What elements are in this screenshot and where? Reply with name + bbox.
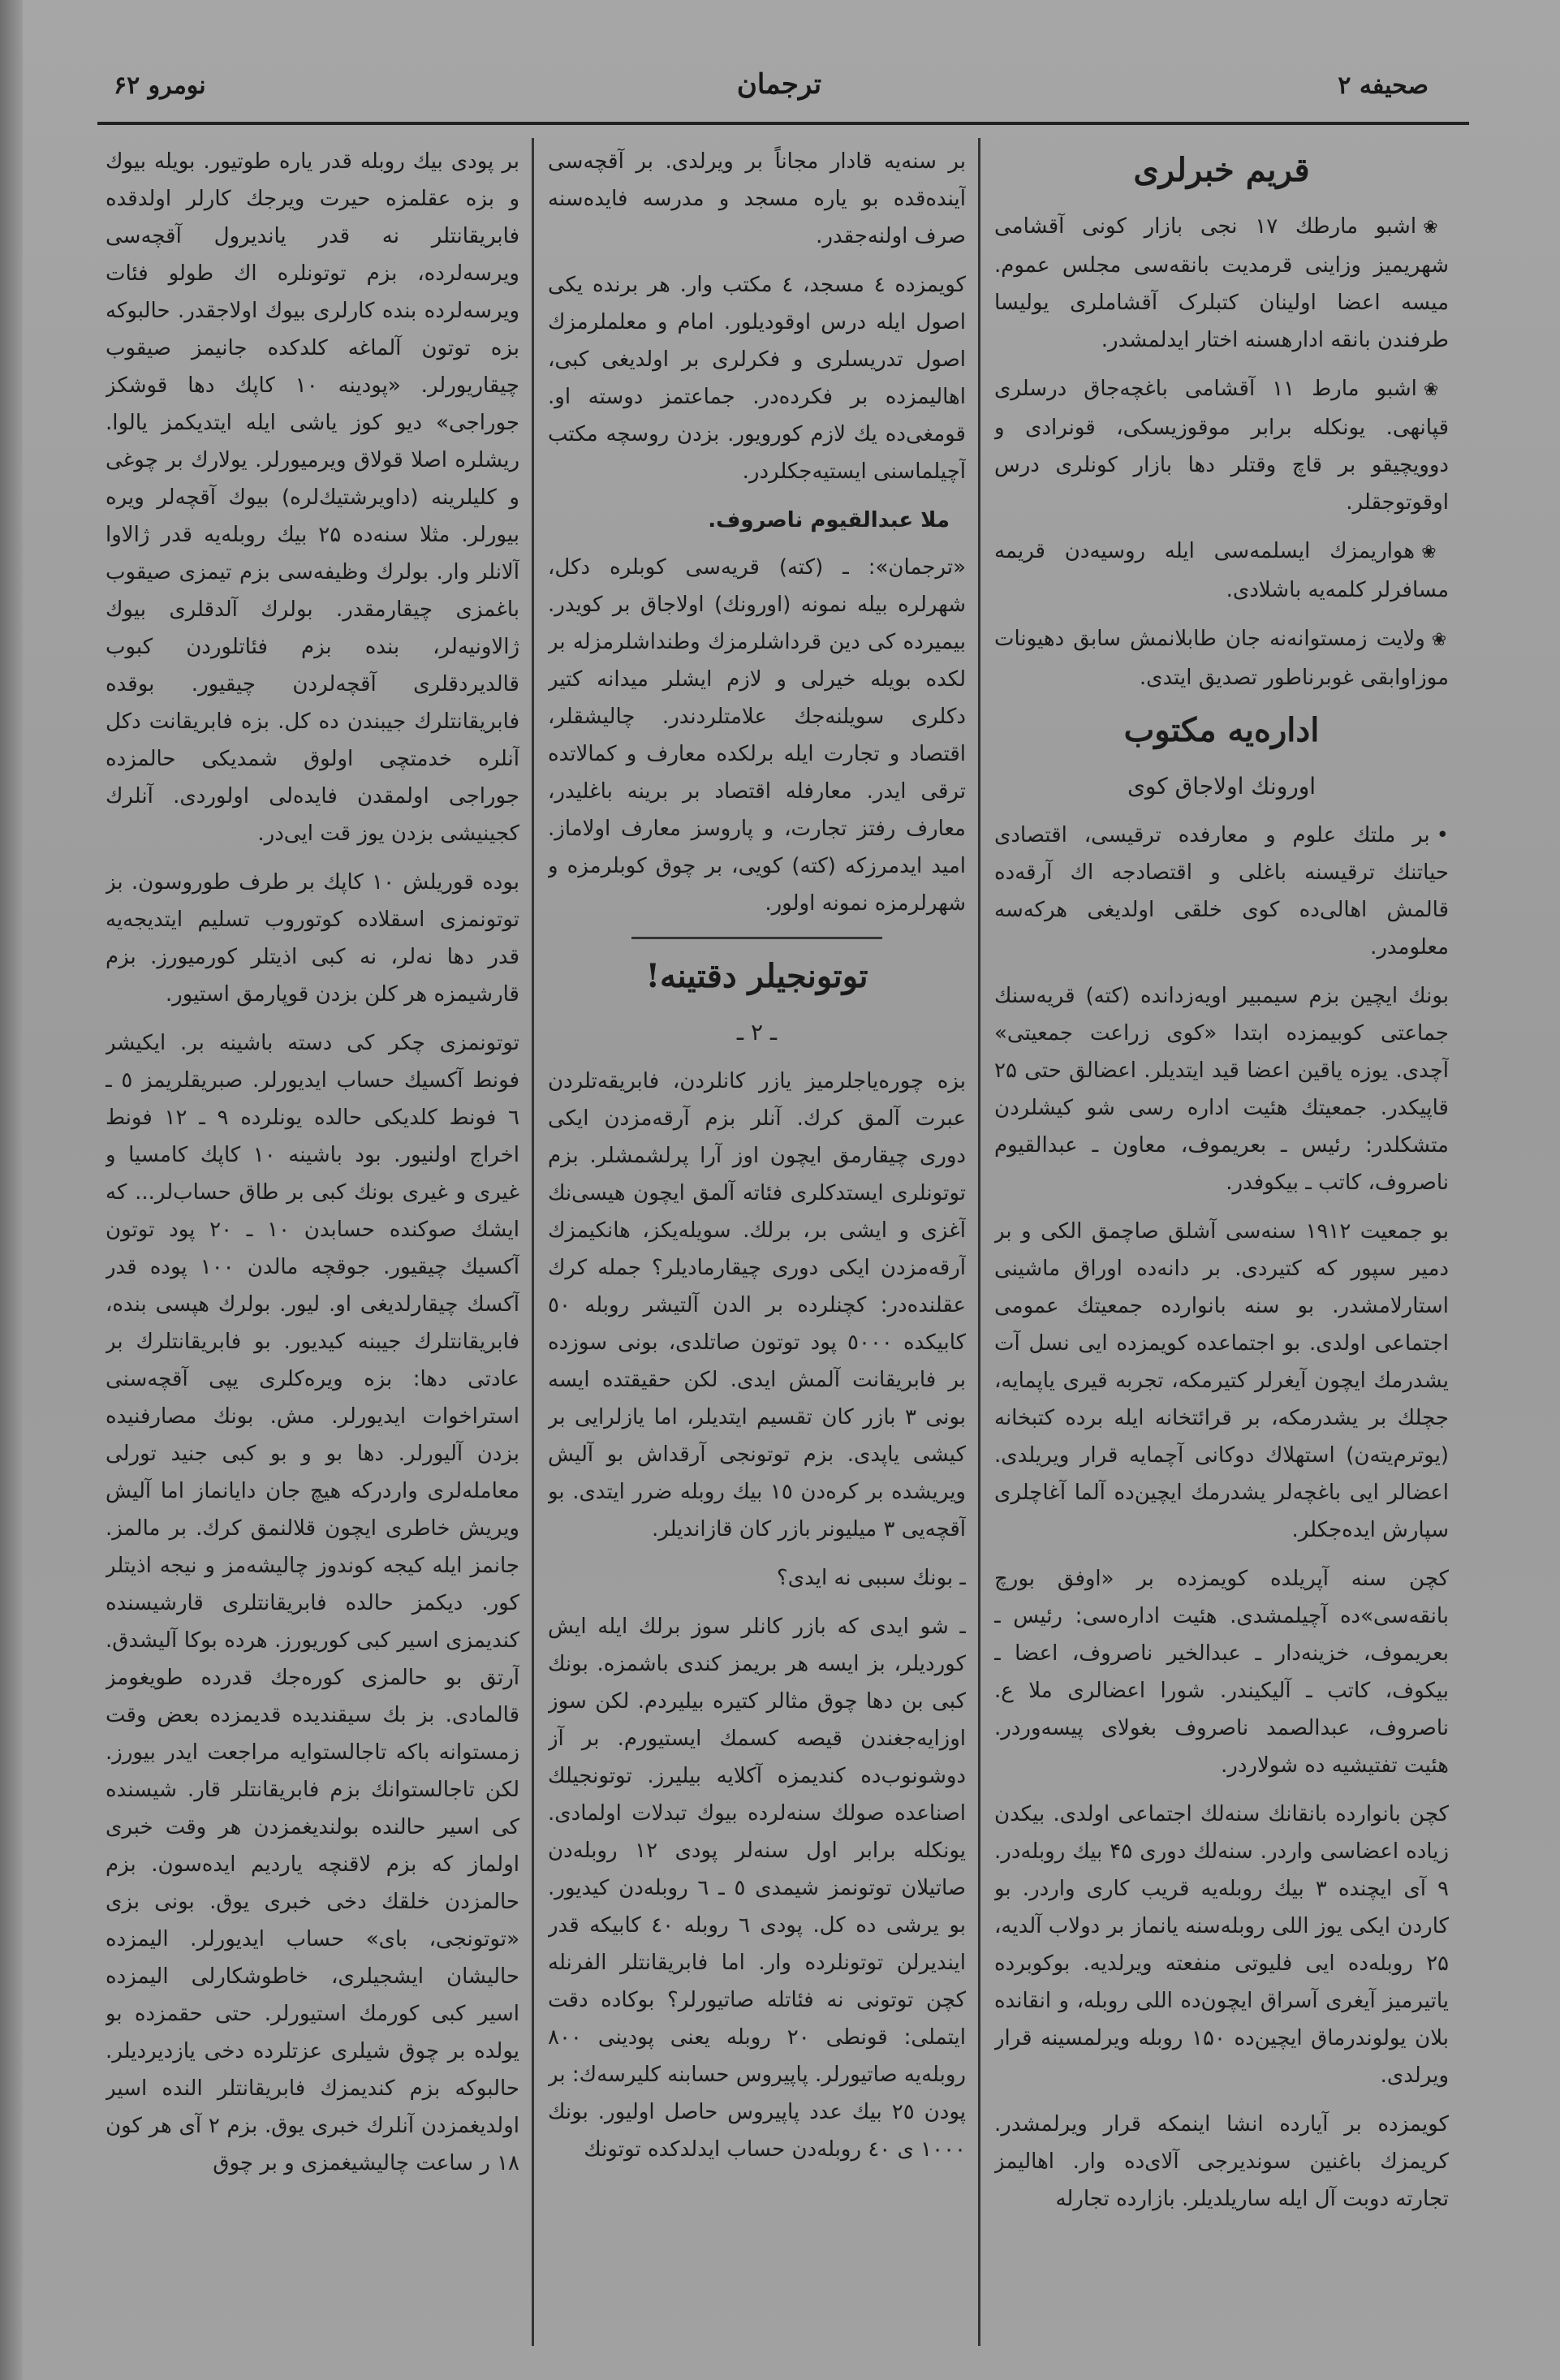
page-header xyxy=(97,63,1461,120)
page-edge-shadow xyxy=(0,0,23,2380)
article-paragraph: بوده قوریلش ۱۰ کاپك بر طرف طوروسون. بز توتونمزی اسقلاده کوتوروب تسلیم ایتدیجه‌یه قدر دها نه‌لر، نه کبی اذیتلر کورمیورز. بزم قارشیمزه هر کلن بزدن قوپارمق استیور. xyxy=(106,870,519,1007)
article-paragraph: بزه چوره‌یاجلرمیز یازر کانلردن، فابریقه‌تلردن عبرت آلمق کرك. آنلر بزم آرقه‌مزدن ایکی دوری چیقارمق ایچون اوز آرا پرلشمشلر. بزم توتونلری ایستدکلری فئاته آلمق ایچون هیسی‌نك آغزی و ایشی بر، برلك. سویله‌یکز، هانکیمزك آرقه‌مزدن ایکی دوری چیقارمادیلر؟ جمله کرك عقلنده‌در: کچنلرده بر الدن آلتیشر روبله ٥٠ کابیکده ٥٠٠٠ پود توتون صاتلدی، بونی سوزده بر فابریقانت آلمش ایدی. لکن حقیقتده ایسه بونی ۳ بازر کان تقسیم ایتدیلر، اما یازلرایی بر کیشی یاپدی. بزم توتونجی آرقداش بو آلیش ویریشده بر کره‌دن ۱٥ بیك روبله ضرر ایتدی. بو آقچه‌یی ۳ میلیونر بازر کان قازاندیلر. xyxy=(548,1069,966,1541)
page-number-label: صحیفه ۲ xyxy=(1338,71,1429,100)
article-paragraph: کویمزده ٤ مسجد، ٤ مکتب وار. هر برنده یکی اصول ایله درس اوقودیلور. امام و معلملرمزك اصول تدریسلری و فکرلری بر اولدیغی کبی، اهالیمزده بر فکرده‌در. جماعتمز دوسته او. قومغی‌ده یك لازم کورویور. بزدن روسچه مکتب آچیلماسنی ایستیه‌جکلردر. xyxy=(548,273,966,484)
article-paragraph: بر سنه‌یه قادار مجاناً بر ویرلدی. بر آقچه‌سی آینده‌قده بو یاره مسجد و مدرسه فایده‌سنه صرف اولنه‌جقدر. xyxy=(548,149,966,248)
article-paragraph: توتونمزی چکر کی دسته باشینه بر. ایکیشر فونط آکسیك حساب ایدیورلر. صبریقلریمز ٥ ـ ٦ فونط کلدیکی حالده یونلرده ۹ ـ ۱۲ فونط اخراج اولنیور. بود باشینه ۱۰ کاپك کامسیا و غیری و غیری بونك کبی بر طاق حساب‌لر... که ایشك صوکنده حسابدن ۱۰ ـ ۲۰ پود توتون آکسیك چیقیور. جوقچه مالدن ۱۰۰ پوده قدر آکسك چیقارلدیغی او. لیور. بولرك هپسی بنده، فابریقانتلرك جیبنه کیدیور. بو فابریقانتلرك بر عادتی دها: بزه ویره‌کلری یپی آقچه‌سنی استراخوات ایدیورلر. مش. بونك مصارفنیده بزدن آلیورلر. دها بو و بو کبی جنید تورلی معامله‌لری واردرکه هیچ جان دایانماز اما آلیش ویریش خاطری ایچون قلالنمق کرك. بر مالمز. جانمز ایله کیجه کوندوز چالیشه‌مز و نیجه اذیتلر کور. دیکمز حالده فابریقانتلری قارشیسنده کندیمزی اسیر کبی کوریورز. هرده بوکا آلیشدق. آرتق بو حالمزی کوره‌جك قدرده طویغومز قالمادی. بز بك سیقندیده قدیمزده بعض وقت زمستوانه باکه تاجالستوایه مراجعت ایدر بیورز. لکن تاجالستوانك بزم فابریقانتلر قار. شیسنده کی اسیر حالنده بولندیغمزدن هر وقت خبری اولماز که بزم لاقنچه یاردیم ایده‌سون. بزم حالمزدن خلقك دخی خبری یوق. بونی بزی «توتونجی، بای» حساب ایدیورلر. الیمزده حالیشان ایشجیلری، خاطوشکارلی الیمزده اسیر کبی کورمك استیورلر. حتی حقمزده بو یولده بر چوق شیلری عزتلرده دخی یازدیردیلر. حالبوکه بزم کندیمزك فابریقانتلر النده اسیر اولدیغمزدن آنلرك خبری یوق. بزم ۲ آی هر کون ۱۸ ر ساعت چالیشیغمزی و بر چوق xyxy=(106,1031,519,2175)
issue-number-label: نومرو ۶۲ xyxy=(114,71,206,100)
article-paragraph: ـ شو ایدی که بازر کانلر سوز برلك ایله ایش کوردیلر، بز ایسه هر بریمز کندی باشمزه. بونك کبی بن دها چوق مثالر کتیره بیلیردم. لکن سوز اوزایه‌جغندن قیصه کسمك ایستیورم. بر آز دوشونوب‌ده کندیمزه آکلایه بیلیرز. توتونجیلك اصناعده صولك سنه‌لرده بیوك تبدلات اولمادی. یونکله برابر اول سنه‌لر پودی ۱۲ روبله‌دن صاتیلان توتونمز شیمدی ٥ ـ ٦ روبله‌دن کیدیور. بو یرشی ده کل. پودی ٦ روبله ٤٠ کابیکه قدر ایندیرلن توتونلرده وار. اما فابریقانتلر الفرنله کچن توتونی نه فئاتله صاتیورلر؟ بوکاده دقت ایتملی: قونطی ٢٠ روبله یعنی پودینی ٨٠٠ روبله‌یه صاتیورلر. پاپیروس حسابنه کلیرسه‌ك: بر پودن ٢٥ بیك عدد پاپیروس حاصل اولیور. بونك ۱۰۰۰ ی ٤٠ روبله‌دن حساب ایدلدکده توتونك xyxy=(548,1615,966,2162)
left-column xyxy=(106,143,519,2335)
tobacco-growers-heading: توتونجیلر دقتینه! xyxy=(645,957,868,995)
author-signature: ملا عبدالقیوم ناصروف. xyxy=(708,508,950,532)
editor-note: «ترجمان»: ـ (کته) قریه‌سی کوبلره دکل، شهرلره بیله نمونه (اورونك) اولاجاق بر کویدر. بیمیرده کی دین قرداشلرمزك وطنداشلرمزله بر لکده بویله خیرلی و لازم ایشلر میدانه کتیر دکلری سویلنه‌جك علامتلردندر. چالیشقلر، اقتصاد و تجارت ایله برلکده معارف و کمالاتده ترقی ایدر. معارفله اقتصاد بر برینه باغلیدر، معارف رفتز تجارت، و پاروسز معارف اولاماز. امید ایدمرزکه (کته) کویی، بر چوق کوبلرمزه و شهرلرمزه نمونه اولور. xyxy=(548,555,966,916)
article-paragraph: بر پودی بیك روبله قدر یاره طوتیور. بویله بیوك و بزه عقلمزه حیرت ویرجك کارلر اولدقده فابریقانتلر نه قدر یاندیرول آقچه‌سی ویرسه‌لرده، بزم توتونلره اك طولو فئات ویرسه‌لرده بنده کارلری بیوك اولاجقدر. حالبوکه بزه توتون آلماغه کلدکده جانیمز صیقوب چیقاریورلر. «پودینه ۱۰ کاپك دها قوشکز جوراجی» دیو کوز یاشی ایله ایتدیکمز یالوا. ریشلره اصلا قولاق ویرمیورلر. یولارك بر چوغی و کلیلرینه (داویرشتیك‌لره) بیوك آقچه‌لر ویره بیورلر. مثلا سنه‌ده ۲۵ بیك روبله‌یه قدر ژالاوا آلانلر وار. بولرك وظیفه‌سی بزم تیمزی صیقوب باغمزی چیقارمقدر. بولرك آلدقلری بیوك ژالاونیه‌لر، بنده بزم فئاتلوردن کبوب قالدیردقلری آقچه‌لردن چیقیور. بوقده فابریقانتلرك جیبندن ده کل. بزه فابریقانت دکل آنلره خدمتچی اولوق شمدیکی حالمزده جوراجی اولمقدن فایده‌لی اولوردی. آنلرك کجینیشی بزدن یوز قت ایی‌در. xyxy=(106,149,519,846)
header-rule xyxy=(97,122,1469,125)
newspaper-title: ترجمان xyxy=(736,68,822,101)
crimea-news-heading: قریم خبرلری xyxy=(1133,151,1310,189)
article-paragraph: بونك ایچین بزم سیمبیر اویه‌زدانده (کته) قریه‌سنك جماعتی کوبیمزده ابتدا «کوی زراعت جمعیتی» آچدی. یوزه یاقین اعضا قید ایتدیلر. اعضالق حتی ۲۵ قاپیکدر. جمعیتك هئیت اداره رسی شو کیشلردن متشکلدر: رئیس ـ بعریموف، معاون ـ عبدالقیوم ناصروف، کاتب ـ بیکوفدر. xyxy=(994,984,1449,1195)
article-paragraph: • بر ملتك علوم و معارفده ترقیسی، اقتصادی حیاتنك ترقیسنه باغلی و اقتصادجه اك آرقه‌ده قالمش اهالی‌ده کوی خلقی اولدیغی هرکه‌سه معلومدر. xyxy=(994,817,1449,966)
section-divider xyxy=(631,937,882,939)
article-paragraph: کچن بانوارده بانقانك سنه‌لك اجتماعی اولدی. بیکدن زیاده اعضاسی واردر. سنه‌لك دوری ۴۵ بیك روبله‌در. ۹ آی ایچنده ۳ بیك روبله‌یه قریب کاری واردر. بو کاردن ایکی یوز اللی روبله‌سنه یانماز بر دولاب آلدیه، ۲۵ روبله‌ده ایی فلیوتی منفعته ویرلدیه. بوکوبرده یاتیرمیز آیغری آسراق ایچون‌ده اللی روبله، و انقانده بلان یولوندرماق ایچین‌ده ۱۵۰ روبله ویرلمسینه قرار ویرلدی. xyxy=(994,1802,1449,2088)
letter-to-editor-heading: اداره‌یه مکتوب xyxy=(1123,711,1320,749)
part-number: ـ ۲ ـ xyxy=(736,1019,778,1046)
column-divider-right xyxy=(978,138,980,2346)
news-item: ❀ هواریمزك ایسلمه‌سی ایله روسیه‌دن قریمه مسافرلر کلمه‌یه باشلادی. xyxy=(994,532,1449,609)
article-paragraph: کویمزده بر آیارده انشا اینمکه قرار ویرلمشدر. کریمزك باغنین سوندیرجی آلای‌ده وار. اهالیمز تجارته دوبت آل ایله ساریلدیلر. بازارده تجارله xyxy=(994,2112,1449,2211)
letter-subheading: اورونك اولاجاق کوی xyxy=(1127,773,1317,800)
article-paragraph: بو جمعیت ۱۹۱۲ سنه‌سی آشلق صاچمق الکی و بر دمیر سپور که کتیردی. بر دانه‌ده اوراق ماشینی استارلامشدر. بو سنه بانوارده جمعیتك عمومی اجتماعی اولدی. بو اجتماعده کویمزده ایی نسل آت یشدرمك ایچون آیغرلر کتیرمکه، تجربه قیری یاپمایه، جچلك بر یشدرمکه، بر قرائتخانه ایله برده کتبخانه (یوترم‌یته‌ن) استهلاك دوکانی آچمایه قرار ویریلدی. اعضالر ایی باغچه‌لر یشدرمك ایچین‌ده آلما آغاچلری سپارش ایده‌جکلر. xyxy=(994,1219,1449,1542)
article-paragraph: کچن سنه آپریلده کویمزده بر «اوفق بورچ بانقه‌سی»ده آچیلمشدی. هئیت اداره‌سی: رئیس ـ بعریموف، خزینه‌دار ـ عبدالخیر ناصروف، اعضا ـ بیکوف، کاتب ـ آلیکیندر. شورا اعضالری ملا ع. ناصروف، عبدالصمد ناصروف بغولای پیسه‌وردر. هئیت تفتیشیه ده شولاردر. xyxy=(994,1567,1449,1778)
column-divider-left xyxy=(532,138,534,2346)
right-column xyxy=(994,143,1449,2335)
news-item: ❀ ولایت زمستوانه‌نه جان طابلانمش سابق دهیونات موزاوابقی غوبرناطور تصدیق ایتدی. xyxy=(994,620,1449,696)
news-item: ❀ اشبو مارط ۱۱ آقشامی باغچه‌جاق درسلری قپانهی. یونکله برابر موقوزیسکی، قونرادی و دوویچیقو بر قاچ وقتلر دها بازار کونلری درس اوقوتوجقلر. xyxy=(994,370,1449,521)
news-item: ❀ اشبو مارطك ۱۷ نجی بازار کونی آقشامی شهریمیز وزاینی قرمدیت بانقه‌سی مجلس عموم. میسه اعضا اولینان کتبلرک آقشاملری یولیسا طرفندن بانقه ادارهسنه اختار ایدلمشدر. xyxy=(994,208,1449,359)
middle-column xyxy=(548,143,966,2335)
article-paragraph: ـ بونك سببی نه ایدی؟ xyxy=(776,1566,966,1590)
